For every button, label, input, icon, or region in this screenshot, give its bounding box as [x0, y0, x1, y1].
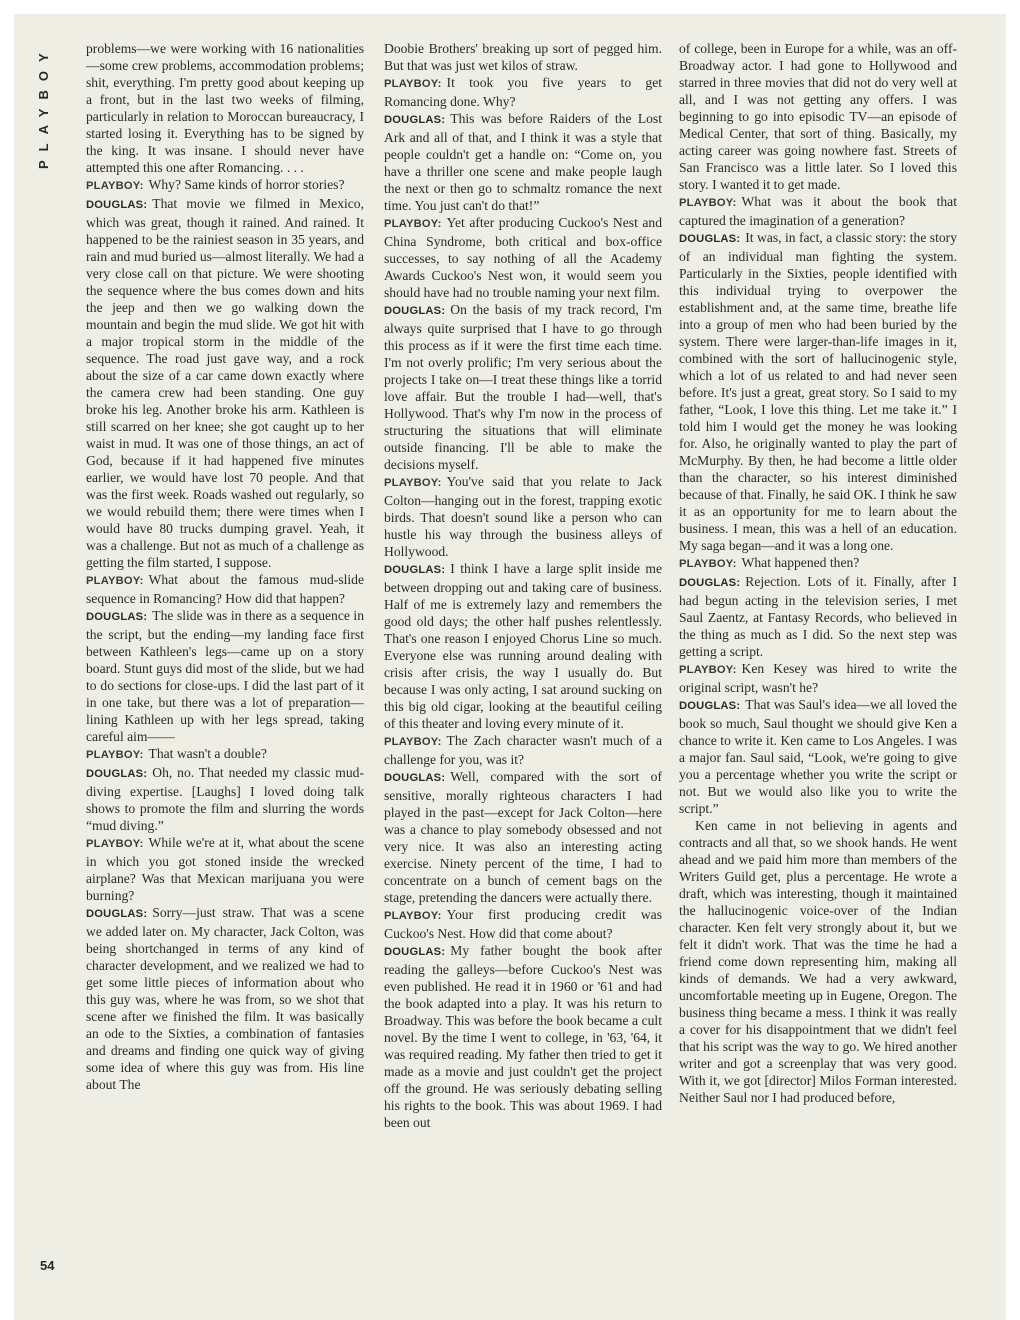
interview-paragraph	[679, 193, 957, 229]
paragraph-text: The slide was in there as a sequence in the script, but the ending—my landing face first between Kathleen's legs—came up on a story board. Stunt guys did most of the slide, but we had to do sections for close-ups. I did the last part of it in one take, but there was a lot of preparation—lining Kathleen up with her legs spread, taking careful aim——	[86, 608, 364, 744]
speaker-label: PLAYBOY:	[384, 910, 442, 922]
paragraph-text: It took you five years to get Romancing done. Why?	[384, 75, 662, 109]
text-column-1	[86, 40, 364, 1093]
paragraph-text: Why? Same kinds of horror stories?	[148, 177, 345, 192]
continued-paragraph	[384, 40, 662, 74]
interview-paragraph	[384, 301, 662, 473]
interview-paragraph	[384, 110, 662, 214]
speaker-label: DOUGLAS:	[86, 768, 148, 780]
interview-paragraph	[384, 942, 662, 1131]
text-column-3	[679, 40, 957, 1106]
speaker-label: DOUGLAS:	[384, 114, 446, 126]
speaker-label: PLAYBOY:	[679, 558, 737, 570]
interview-paragraph	[384, 473, 662, 560]
speaker-label: DOUGLAS:	[86, 199, 148, 211]
interview-paragraph	[86, 904, 364, 1093]
paragraph-text: What was it about the book that captured the imagination of a generation?	[679, 194, 957, 228]
interview-paragraph	[384, 74, 662, 110]
interview-paragraph	[384, 768, 662, 906]
speaker-label: DOUGLAS:	[679, 577, 741, 589]
paragraph-text: On the basis of my track record, I'm always quite surprised that I have to go through this process as if it were the first time each time. I'm not overly prolific; I'm very serious about the projects I take on—I treat these things like a torrid love affair. But the trouble I had—well, that's Hollywood. That's why I'm now in the process of structuring the situations that will eliminate outside financing. I'll be able to make the decisions myself.	[384, 302, 662, 472]
speaker-label: PLAYBOY:	[679, 197, 737, 209]
speaker-label: DOUGLAS:	[679, 233, 741, 245]
continued-paragraph	[86, 40, 364, 176]
paragraph-text: What about the famous mud-slide sequence in Romancing? How did that happen?	[86, 572, 364, 606]
interview-paragraph	[86, 834, 364, 904]
paragraph-text: Rejection. Lots of it. Finally, after I had begun acting in the television series, I met Saul Zaentz, at Fantasy Records, who believed in the thing as much as I did. So the next step was getting a script.	[679, 574, 957, 659]
speaker-label: PLAYBOY:	[86, 180, 144, 192]
speaker-label: DOUGLAS:	[679, 700, 741, 712]
speaker-label: DOUGLAS:	[384, 946, 446, 958]
interview-paragraph	[86, 745, 364, 764]
speaker-label: DOUGLAS:	[384, 305, 446, 317]
paragraph-text: Sorry—just straw. That was a scene we added later on. My character, Jack Colton, was being shortchanged in terms of any kind of character development, and we realized we had to get some little pieces of information about who this guy was, where he was from, so we shot that scene after we finished the film. It was basically an ode to the Sixties, a combination of fantasies and dreams and finding one quick way of giving some idea of where this guy was from. His line about The	[86, 905, 364, 1092]
paragraph-text: Yet after producing Cuckoo's Nest and China Syndrome, both critical and box-office successes, to say nothing of all the Academy Awards Cuckoo's Nest won, it would seem you should have had no trouble naming your next film.	[384, 215, 662, 300]
paragraph-text: Well, compared with the sort of sensitive, morally righteous characters I had played in the past—except for Jack Colton—here was a chance to play somebody obsessed and not very nice. It was also an interesting acting exercise. Ninety percent of the time, I had to concentrate on a bunch of cement bags on the stage, pretending the dancers were actually there.	[384, 769, 662, 905]
paragraph-text: problems—we were working with 16 nationalities—some crew problems, accommodation problems; shit, everything. I'm pretty good about keeping up a front, but in the last two weeks of filming, particularly in relation to Moroccan bureaucracy, I started losing it. Everything has to be signed by the king. It was insane. I should never have attempted this one after Romancing. . . .	[86, 41, 364, 175]
interview-paragraph	[384, 906, 662, 942]
interview-paragraph	[86, 176, 364, 195]
speaker-label: DOUGLAS:	[86, 908, 148, 920]
paragraph-text: The Zach character wasn't much of a challenge for you, was it?	[384, 733, 662, 767]
interview-paragraph	[384, 732, 662, 768]
paragraph-text: That movie we filmed in Mexico, which was great, though it rained. And rained. It happened to be the rainiest season in 35 years, and rain and mud buried us—almost literally. We had a very close call on that picture. We were shooting the sequence where the bus comes down and hits the jeep and then we go walking down the mountain and begin the mud slide. We got hit with a major tropical storm in the middle of the sequence. The road just gave way, and a rock about the size of a car came down exactly where the camera crew had been standing. One guy broke his leg. Another broke his arm. Kathleen is still scarred on her knee; she got caught up to her waist in mud. It was one of those things, an act of God, because if it had happened five minutes earlier, we would have lost 70 people. And that was the first week. Roads washed out regularly, so we would rebuild them; there were times when I would have 80 trucks dumping gravel. Yeah, it was a challenge. But not as much of a challenge as getting the film started, I suppose.	[86, 196, 364, 570]
speaker-label: DOUGLAS:	[384, 564, 446, 576]
speaker-label: PLAYBOY:	[679, 664, 737, 676]
paragraph-text: This was before Raiders of the Lost Ark and all of that, and I think it was a style that people couldn't get a handle on: “Come on, you have a thriller one scene and make people laugh the next or then go to schmaltz romance the next time. You just can't do that!”	[384, 111, 662, 213]
speaker-label: PLAYBOY:	[384, 736, 442, 748]
interview-paragraph	[679, 229, 957, 554]
paragraph-text: That wasn't a double?	[148, 746, 267, 761]
paragraph-text: What happened then?	[741, 555, 860, 570]
speaker-label: PLAYBOY:	[86, 838, 144, 850]
interview-paragraph	[679, 554, 957, 573]
text-column-2	[384, 40, 662, 1131]
interview-paragraph	[679, 696, 957, 817]
paragraph-text: You've said that you relate to Jack Colton—hanging out in the forest, trapping exotic birds. That doesn't sound like a person who can hustle his way through the business alleys of Hollywood.	[384, 474, 662, 559]
speaker-label: PLAYBOY:	[384, 477, 442, 489]
continued-paragraph	[679, 817, 957, 1106]
interview-paragraph	[679, 660, 957, 696]
interview-paragraph	[86, 607, 364, 745]
interview-paragraph	[86, 571, 364, 607]
speaker-label: PLAYBOY:	[384, 218, 442, 230]
interview-paragraph	[384, 560, 662, 732]
interview-paragraph	[86, 764, 364, 834]
speaker-label: PLAYBOY:	[86, 575, 144, 587]
page-number: 54	[40, 1258, 55, 1273]
paragraph-text: of college, been in Europe for a while, was an off-Broadway actor. I had gone to Hollywood and starred in three movies that did not do very well at all, and I was not getting any offers. I was beginning to go into episodic TV—an episode of Medical Center, that sort of thing. Basically, my acting career was going nowhere fast. Streets of San Francisco was a little later. So I loved this story. I wanted it to get made.	[679, 41, 957, 192]
paragraph-text: Ken came in not believing in agents and contracts and all that, so we shook hands. He went ahead and we paid him more than members of the Writers Guild get, plus a percentage. He wrote a draft, which was interesting, though it maintained the hallucinogenic voice-over of the Indian character. Ken felt very strongly about it, but we felt it didn't work. That was the time he had a friend come down representing him, making all kinds of demands. We had a very awkward, uncomfortable meeting up in Eugene, Oregon. The business thing became a mess. I think it was really a cover for his disappointment that we didn't feel that his script was the way to go. We hired another writer and got a screenplay that was very good. With it, we got [director] Milos Forman interested. Neither Saul nor I had produced before,	[679, 818, 957, 1105]
speaker-label: PLAYBOY:	[384, 78, 442, 90]
paragraph-text: I think I have a large split inside me between dropping out and taking care of business. Half of me is extremely lazy and remembers the good old days; the other half pushes relentlessly. That's one reason I enjoyed Chorus Line so much. Everyone else was running around dealing with crisis after crisis, the way I usually do. But because I was only acting, I sat around sucking on this big old cigar, looking at the beautiful ceiling of this theater and loving every minute of it.	[384, 561, 662, 731]
speaker-label: DOUGLAS:	[86, 611, 148, 623]
paragraph-text: Ken Kesey was hired to write the original script, wasn't he?	[679, 661, 957, 695]
interview-paragraph	[679, 573, 957, 660]
interview-paragraph	[384, 214, 662, 301]
paragraph-text: While we're at it, what about the scene in which you got stoned inside the wrecked airplane? Was that Mexican marijuana you were burning?	[86, 835, 364, 903]
interview-paragraph	[86, 195, 364, 571]
speaker-label: PLAYBOY:	[86, 749, 144, 761]
paragraph-text: It was, in fact, a classic story: the story of an individual man fighting the system. Particularly in the Sixties, people identified with this individual trying to overpower the establishment and, at the same time, breathe life into a group of men who had been buried by the system. There were larger-than-life images in it, combined with the sort of hallucinogenic style, which a lot of us related to and had never seen before. It's just a great, great story. So I said to my father, “Look, I love this thing. Let me take it.” I told him I would get the money he was looking for. Also, he originally wanted to play the part of McMurphy. By then, he had become a little older than the character, so his interest diminished because of that. Finally, he said OK. I think he saw it as an opportunity for me to learn about the business. I mean, this was a hell of an education. My saga began—and it was a long one.	[679, 230, 957, 553]
speaker-label: DOUGLAS:	[384, 772, 446, 784]
paragraph-text: Your first producing credit was Cuckoo's Nest. How did that come about?	[384, 907, 662, 941]
paragraph-text: That was Saul's idea—we all loved the book so much, Saul thought we should give Ken a chance to write it. Ken came to Los Angeles. I was a major fan. Saul said, “Look, we're going to give you a percentage whether you write the script or not. But we would also like you to write the script.”	[679, 697, 957, 816]
continued-paragraph	[679, 40, 957, 193]
paragraph-text: Oh, no. That needed my classic mud-diving expertise. [Laughs] I loved doing talk shows to promote the film and slurring the words “mud diving.”	[86, 765, 364, 833]
masthead: PLAYBOY	[36, 44, 51, 169]
magazine-page	[14, 14, 1006, 1320]
paragraph-text: My father bought the book after reading the galleys—before Cuckoo's Nest was even published. He read it in 1960 or '61 and had the book adapted into a play. It was his return to Broadway. This was before the book became a cult novel. By the time I went to college, in '63, '64, it was required reading. My father then tried to get it made as a movie and just couldn't get the project off the ground. He was seriously debating selling his rights to the book. This was about 1969. I had been out	[384, 943, 662, 1130]
paragraph-text: Doobie Brothers' breaking up sort of pegged him. But that was just wet kilos of straw.	[384, 41, 662, 73]
